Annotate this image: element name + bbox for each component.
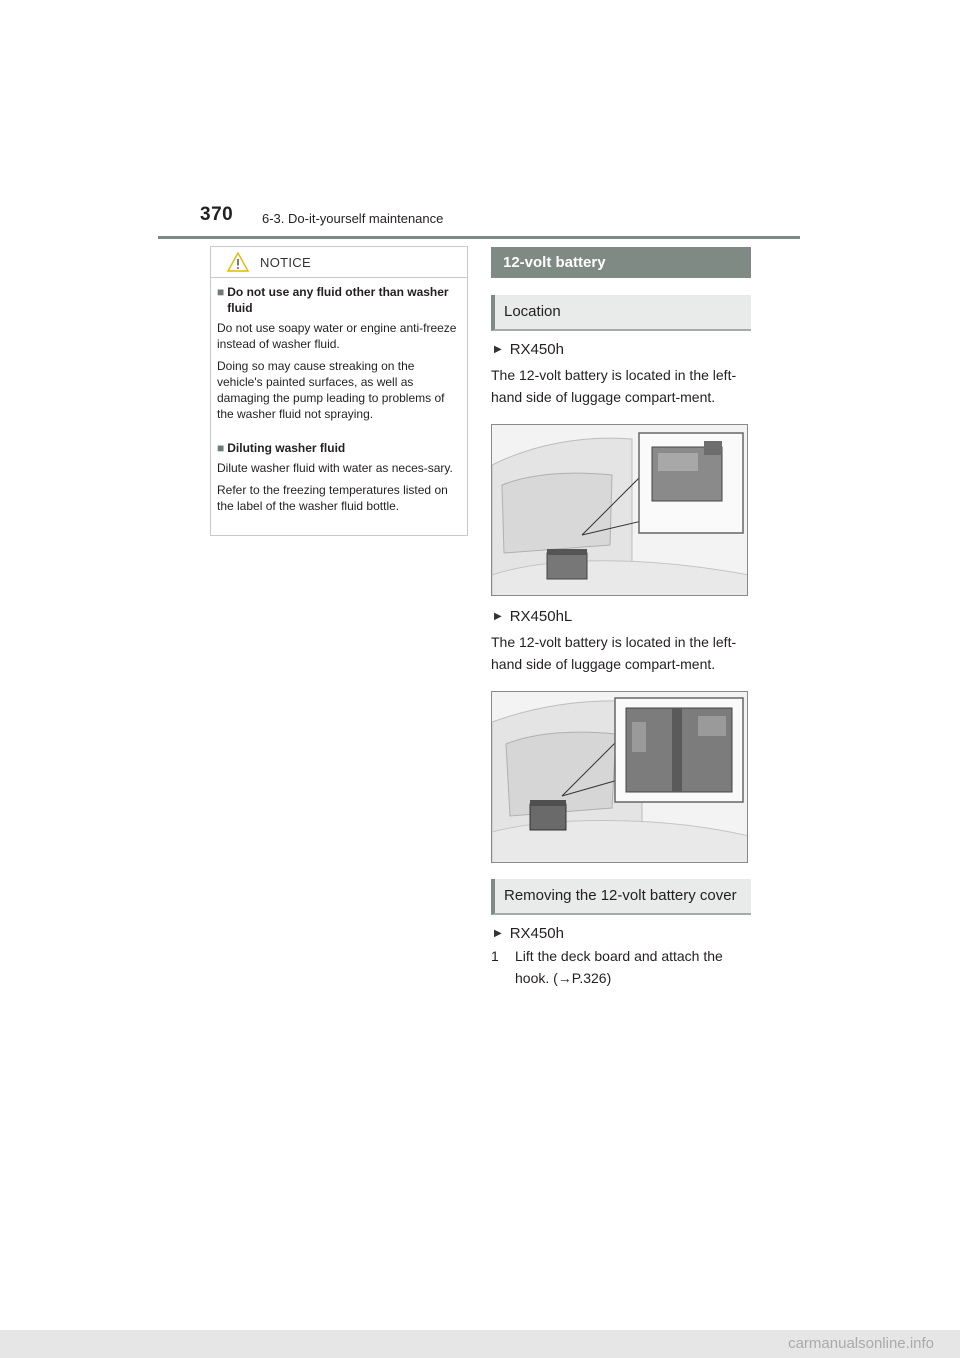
notice-label: NOTICE bbox=[260, 255, 311, 270]
triangle-bullet-icon: ▶ bbox=[494, 928, 502, 939]
notice-heading: ■ Do not use any fluid other than washer fluid bbox=[217, 285, 449, 315]
location-text: The 12-volt battery is located in the left-hand side of luggage compart-ment. bbox=[491, 367, 737, 405]
triangle-bullet-icon: ▶ bbox=[494, 344, 502, 355]
step-text: Lift the deck board and attach the hook. (→P.326) bbox=[515, 948, 723, 986]
procedure-step bbox=[491, 945, 751, 989]
notice-paragraph: Do not use soapy water or engine anti-freeze instead of washer fluid. bbox=[217, 321, 457, 351]
square-bullet-icon: ■ bbox=[217, 441, 225, 455]
square-bullet-icon: ■ bbox=[217, 285, 225, 299]
removing-cover-subheading: Removing the 12-volt battery cover bbox=[491, 879, 751, 915]
main-column bbox=[491, 247, 751, 989]
model-item: ▶ RX450hL bbox=[494, 608, 573, 625]
model-item: ▶ RX450h bbox=[494, 925, 564, 942]
battery-location-figure-rx450h bbox=[491, 424, 748, 596]
location-subheading: Location bbox=[491, 295, 751, 331]
notice-box bbox=[210, 246, 468, 536]
page-number: 370 bbox=[200, 204, 234, 225]
notice-header bbox=[211, 247, 467, 278]
footer-watermark: carmanualsonline.info bbox=[788, 1335, 934, 1352]
notice-body bbox=[211, 278, 467, 514]
location-text: The 12-volt battery is located in the left-hand side of luggage compart-ment. bbox=[491, 634, 737, 672]
footer-bar bbox=[0, 1330, 960, 1358]
section-heading-bar: 12-volt battery bbox=[491, 247, 751, 278]
notice-paragraph: Doing so may cause streaking on the vehicle's painted surfaces, as well as damaging the pump leading to problems of the washer fluid not spraying. bbox=[217, 359, 445, 421]
section-title: 6-3. Do-it-yourself maintenance bbox=[262, 211, 444, 226]
warning-triangle-icon bbox=[227, 252, 249, 272]
step-number: 1 bbox=[491, 948, 499, 964]
model-item: ▶ RX450h bbox=[494, 341, 564, 358]
notice-paragraph: Refer to the freezing temperatures listed on the label of the washer fluid bottle. bbox=[217, 483, 448, 513]
battery-location-figure-rx450hl bbox=[491, 691, 748, 863]
page-header bbox=[158, 204, 800, 239]
notice-paragraph: Dilute washer fluid with water as neces-sary. bbox=[217, 461, 453, 475]
triangle-bullet-icon: ▶ bbox=[494, 611, 502, 622]
notice-heading: ■ Diluting washer fluid bbox=[217, 441, 346, 455]
